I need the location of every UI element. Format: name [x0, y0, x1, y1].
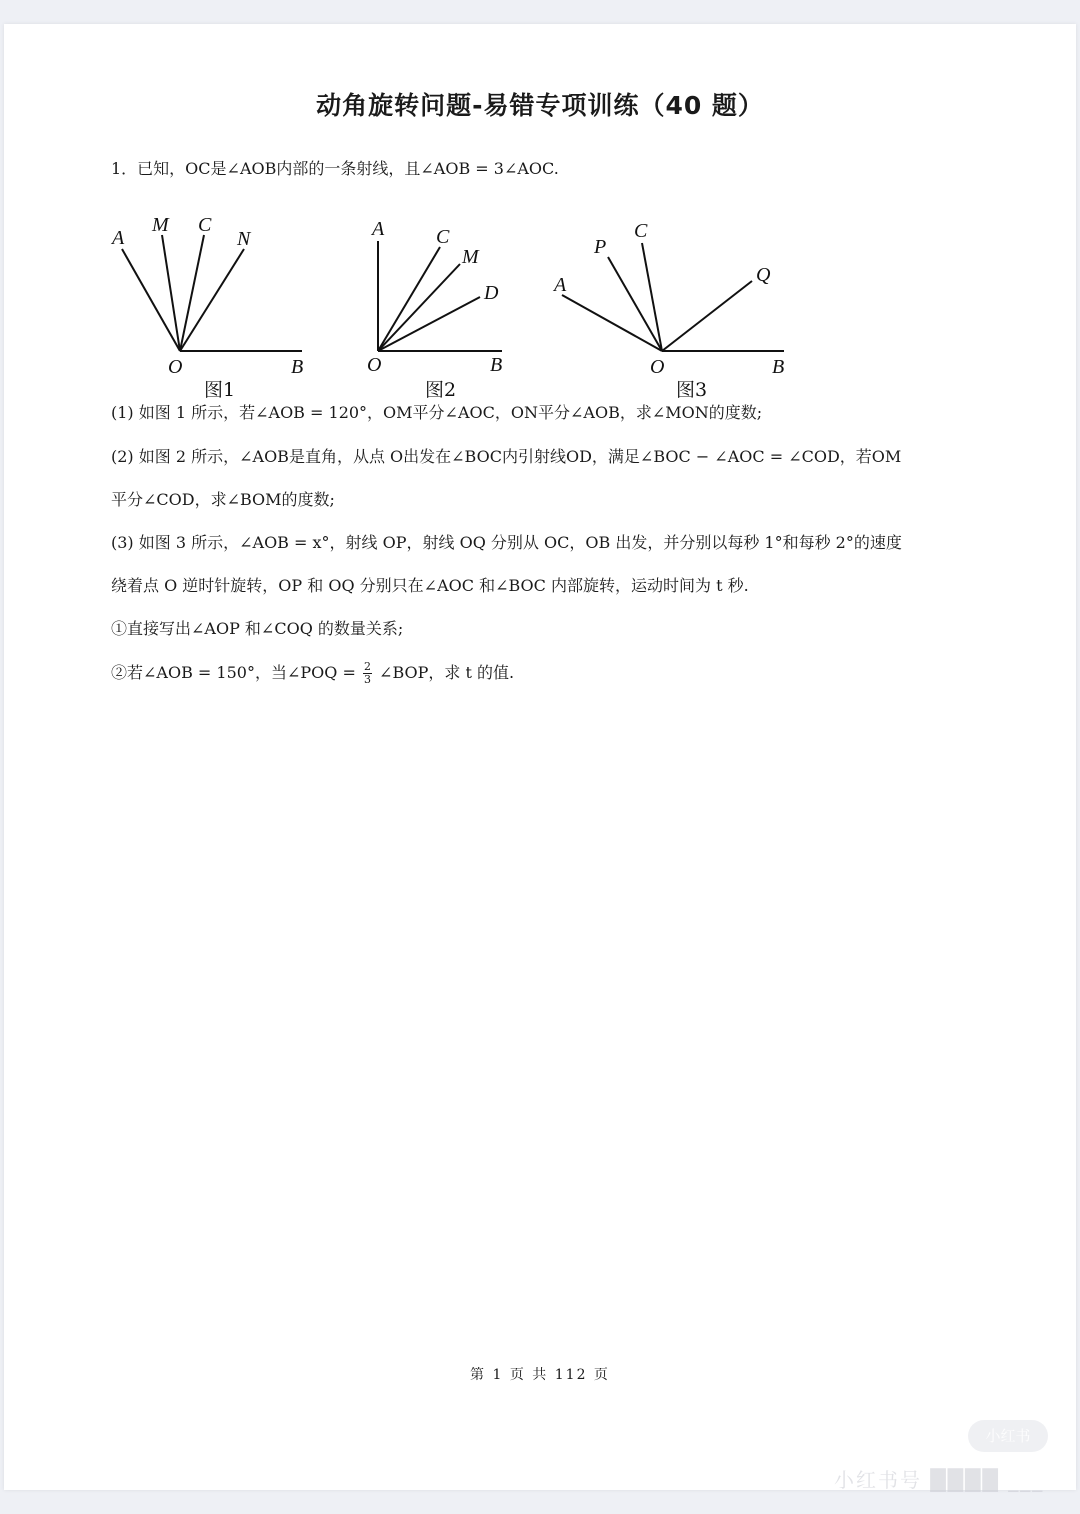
fraction-denominator: 3 — [363, 673, 371, 686]
fig1-label-M: M — [152, 214, 169, 236]
watermark-text: 小红书号 ████ ___ — [834, 1468, 1045, 1492]
fig1-label-N: N — [237, 228, 251, 250]
fig1-label-B: B — [291, 356, 304, 378]
fraction-two-thirds — [363, 661, 372, 686]
fig2-label-M: M — [462, 246, 479, 268]
fig2-label-B: B — [490, 354, 503, 376]
figure-1 — [122, 235, 302, 351]
fig1-label-C: C — [198, 214, 212, 236]
fig3-label-P: P — [594, 236, 607, 258]
fig2-label-A: A — [372, 218, 385, 240]
fig2-label-O: O — [367, 354, 382, 376]
part-2-text-line-2: 平分∠COD，求∠BOM的度数; — [111, 490, 335, 509]
fig3-ray-OQ — [662, 281, 752, 351]
sub-question-1: ①直接写出∠AOP 和∠COQ 的数量关系; — [111, 619, 404, 638]
fig3-label-B: B — [772, 356, 785, 378]
page-title: 动角旋转问题-易错专项训练（40 题） — [316, 91, 764, 120]
fig3-caption: 图3 — [676, 379, 708, 401]
fig3-label-C: C — [634, 220, 648, 242]
geometry-figures — [104, 189, 824, 401]
fig1-label-A: A — [112, 227, 125, 249]
fig2-label-C: C — [436, 226, 450, 248]
sub-question-2-post: ∠BOP，求 t 的值. — [379, 663, 515, 682]
fig3-label-Q: Q — [756, 264, 771, 286]
part-3-text-line-1: (3) 如图 3 所示，∠AOB = x°，射线 OP，射线 OQ 分别从 OC，OB 出发，并分别以每秒 1°和每秒 2°的速度 — [111, 533, 902, 552]
sub-question-2-pre: ②若∠AOB = 150°，当∠POQ = — [111, 663, 356, 682]
fig1-label-O: O — [168, 356, 183, 378]
sub-question-2 — [111, 660, 514, 686]
fig3-label-O: O — [650, 356, 665, 378]
question-1-intro: 1．已知，OC是∠AOB内部的一条射线，且∠AOB = 3∠AOC. — [111, 159, 559, 178]
part-3-text-line-2: 绕着点 O 逆时针旋转，OP 和 OQ 分别只在∠AOC 和∠BOC 内部旋转，运动时间为 t 秒. — [111, 576, 749, 595]
document-page — [4, 24, 1076, 1490]
fig2-ray-OM — [378, 264, 460, 351]
part-1-text: (1) 如图 1 所示，若∠AOB = 120°，OM平分∠AOC，ON平分∠AOB，求∠MON的度数; — [111, 403, 763, 422]
fig2-label-D: D — [484, 282, 499, 304]
fig2-caption: 图2 — [425, 379, 457, 401]
fig3-label-A: A — [554, 274, 567, 296]
page-footer: 第 1 页 共 112 页 — [470, 1367, 610, 1383]
fraction-numerator: 2 — [363, 660, 371, 673]
part-2-text-line-1: (2) 如图 2 所示，∠AOB是直角，从点 O出发在∠BOC内引射线OD，满足∠BOC − ∠AOC = ∠COD，若OM — [111, 447, 902, 466]
watermark-logo: 小红书 — [968, 1420, 1048, 1452]
fig1-caption: 图1 — [204, 379, 236, 401]
figure-3 — [562, 243, 784, 351]
